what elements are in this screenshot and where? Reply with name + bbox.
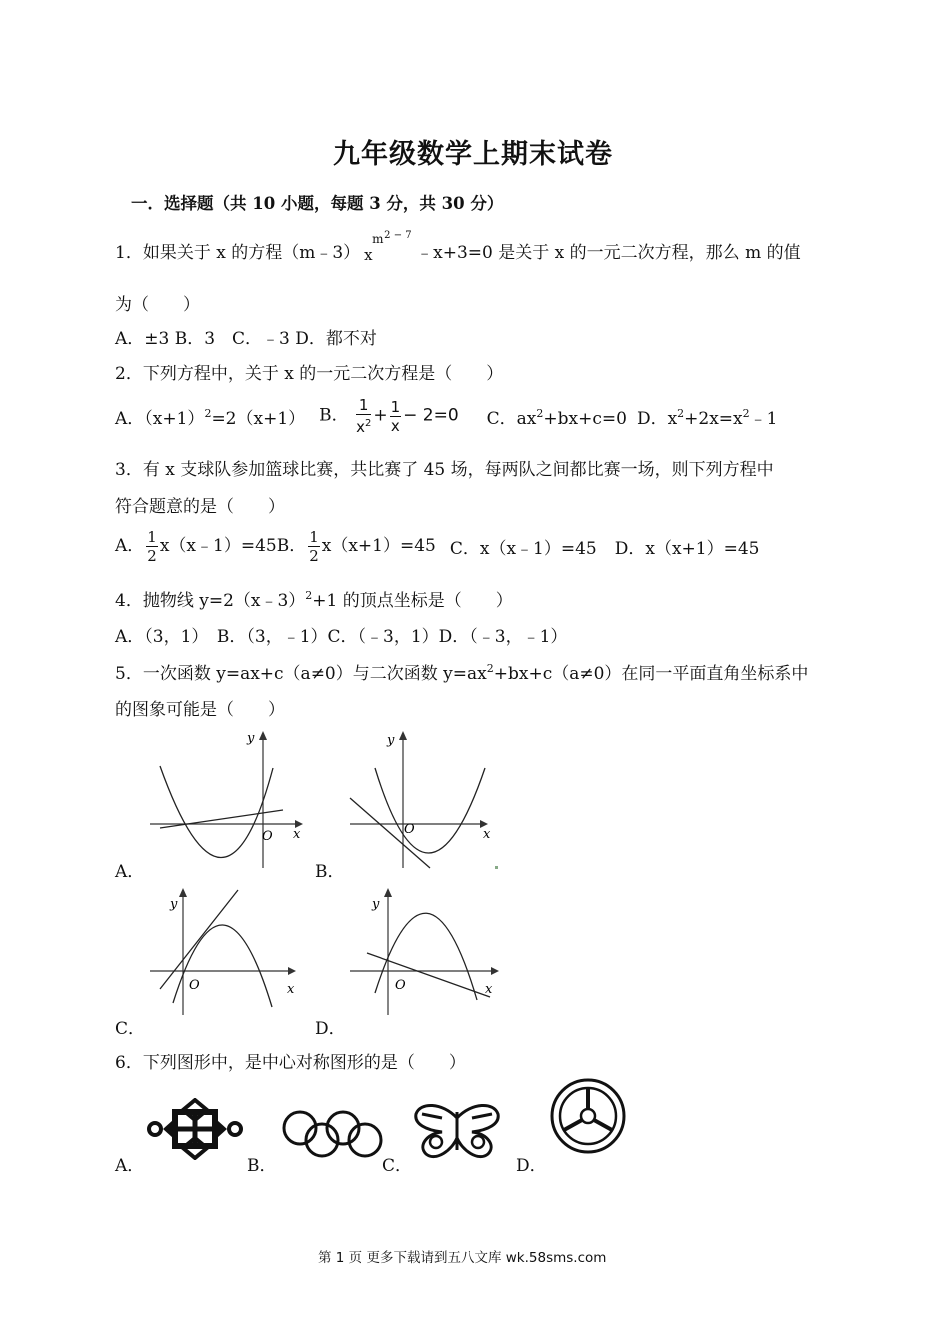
question-1-stem-cont: 为（ ） bbox=[115, 295, 200, 315]
q2-option-a: A．$(x+1)^2=2(x+1)$ bbox=[115, 406, 306, 429]
q2-option-c: C．$ax^2+bx+c=0$ bbox=[486, 406, 627, 429]
q3-option-a: A． $\frac{1}{2}$ x（x﹣1）=45 bbox=[115, 528, 277, 565]
graph-b-x-label: x bbox=[483, 827, 491, 842]
q2-option-d: D．$x^2+2x=x^2﹣1$ bbox=[636, 406, 778, 429]
graph-c-y-label: y bbox=[170, 897, 178, 912]
q5-label-b: B． bbox=[315, 862, 345, 882]
question-3-stem-cont: 符合题意的是（ ） bbox=[115, 497, 285, 517]
graph-a-y-label: y bbox=[247, 731, 255, 746]
graph-a-x-label: x bbox=[293, 827, 301, 842]
q1-power-term: x m 2 − 7 bbox=[364, 230, 412, 264]
graph-b-y-label: y bbox=[387, 733, 395, 748]
question-2-stem: 2．下列方程中，关于 x 的一元二次方程是（ ） bbox=[115, 364, 504, 384]
q6-label-c: C． bbox=[382, 1156, 413, 1176]
q6-label-d: D． bbox=[516, 1156, 547, 1176]
section-heading: 一．选择题（共 10 小题，每题 3 分，共 30 分） bbox=[131, 194, 504, 213]
graph-b-origin: O bbox=[404, 822, 415, 837]
question-1-options: A．±3 B．3 C．﹣3 D．都不对 bbox=[115, 329, 377, 349]
graph-d-y-label: y bbox=[372, 897, 380, 912]
q5-label-d: D． bbox=[315, 1019, 346, 1039]
question-1-stem bbox=[115, 230, 801, 264]
graph-c-x-label: x bbox=[287, 982, 295, 997]
q6-label-a: A． bbox=[115, 1156, 145, 1176]
q5-graph-b bbox=[345, 728, 515, 873]
question-6-stem: 6．下列图形中，是中心对称图形的是（ ） bbox=[115, 1053, 466, 1073]
q5-graph-a bbox=[145, 728, 315, 873]
question-4-options: A．（3，1） B．（3，﹣1）C．（﹣3，1）D．（﹣3，﹣1） bbox=[115, 627, 568, 647]
question-3-options bbox=[115, 528, 760, 565]
q5-graph-c bbox=[145, 885, 315, 1025]
q5-label-c: C． bbox=[115, 1019, 146, 1039]
question-5-stem-cont: 的图象可能是（ ） bbox=[115, 700, 285, 720]
q2-option-b: B． $\frac{1}{x^2}$ + $\frac{1}{x}$ − 2=0 bbox=[319, 396, 459, 436]
q1-stem-part-b: ﹣x+3=0 是关于 x 的一元二次方程，那么 m 的值 bbox=[416, 243, 801, 263]
q6-figure-d-wheel bbox=[548, 1076, 628, 1156]
question-4-stem: 4．抛物线 y=2（x﹣3）$^2$+1 的顶点坐标是（ ） bbox=[115, 589, 513, 611]
question-3-stem: 3．有 x 支球队参加篮球比赛，共比赛了 45 场，每两队之间都比赛一场，则下列方程中 bbox=[115, 460, 774, 480]
q3-option-b: B． $\frac{1}{2}$ x（x+1）=45 bbox=[276, 528, 436, 565]
question-2-options bbox=[115, 396, 777, 436]
graph-d-x-label: x bbox=[485, 982, 493, 997]
graph-d-origin: O bbox=[395, 978, 406, 993]
page-footer: 第 1 页 更多下载请到五八文库 wk.58sms.com bbox=[318, 1250, 607, 1266]
q6-figure-a-knot bbox=[145, 1098, 245, 1160]
q6-figure-b-rings bbox=[280, 1108, 385, 1158]
stray-dot bbox=[495, 866, 498, 869]
q3-option-c: C．x（x﹣1）=45 bbox=[449, 539, 597, 559]
page-title: 九年级数学上期末试卷 bbox=[333, 139, 613, 170]
q6-figure-c-butterfly bbox=[412, 1100, 502, 1162]
q5-graph-d bbox=[345, 885, 515, 1025]
question-5-stem: 5．一次函数 y=ax+c（a≠0）与二次函数 $y=ax^2+bx+c(a\ne 0)$在同一平面直角坐标系中 bbox=[115, 662, 809, 684]
graph-c-origin: O bbox=[189, 978, 200, 993]
q3-option-d: D．x（x+1）=45 bbox=[614, 539, 760, 559]
q6-label-b: B． bbox=[247, 1156, 277, 1176]
graph-a-origin: O bbox=[262, 829, 273, 844]
q5-label-a: A． bbox=[115, 862, 145, 882]
q1-stem-part-a: 1．如果关于 x 的方程（m﹣3） bbox=[115, 243, 361, 263]
